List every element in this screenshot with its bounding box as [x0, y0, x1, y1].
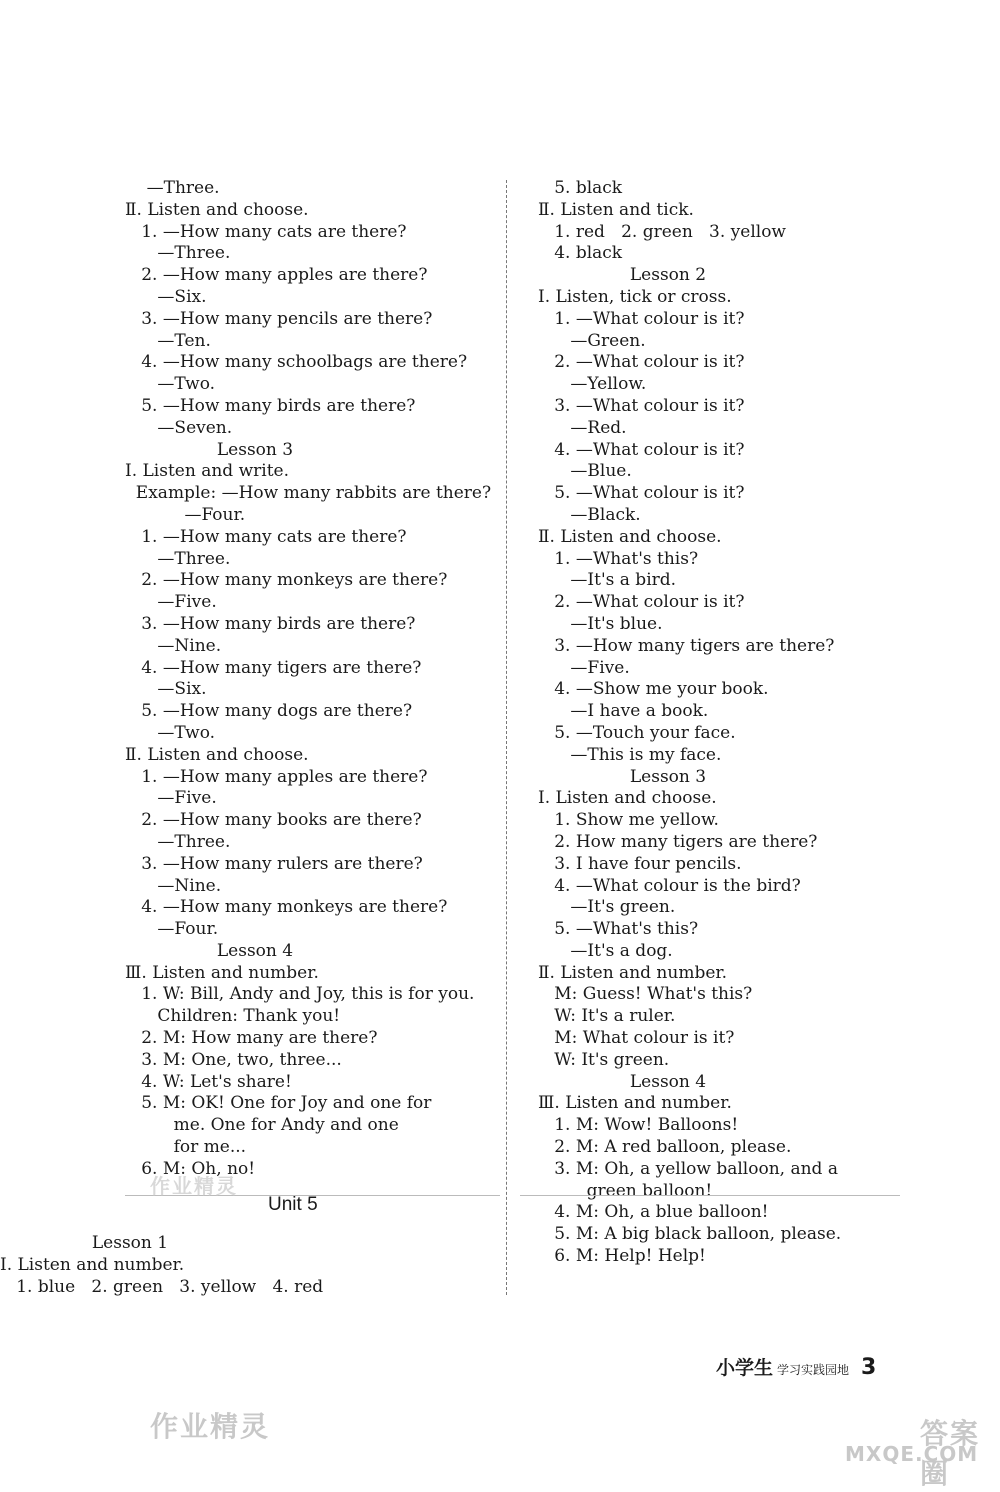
text-line: 5. —How many dogs are there?	[125, 701, 413, 722]
text-line: Lesson 1	[0, 1233, 169, 1253]
text-line: 3. I have four pencils.	[538, 853, 742, 874]
watermark-url: MXQE.COM	[845, 1442, 979, 1466]
text-line: 5. —How many birds are there?	[125, 395, 416, 416]
text-line: Ⅰ. Listen, tick or cross.	[538, 286, 732, 307]
text-line: 5. M: OK! One for Joy and one for	[125, 1093, 432, 1114]
text-line: 1. red 2. green 3. yellow	[538, 221, 786, 242]
text-line: —Four.	[125, 504, 246, 525]
text-line: Ⅲ. Listen and number.	[125, 962, 319, 983]
text-line: —Two.	[125, 374, 216, 395]
text-line: 2. —What colour is it?	[538, 592, 745, 613]
text-line: —It's green.	[538, 897, 676, 918]
text-line: —Four.	[125, 919, 219, 940]
text-line: 3. M: Oh, a yellow balloon, and a	[538, 1158, 838, 1179]
text-line: me. One for Andy and one	[125, 1115, 399, 1136]
text-line: —Three.	[125, 178, 220, 198]
text-line: —It's a bird.	[538, 570, 677, 591]
text-line: 1. —What's this?	[538, 548, 699, 569]
text-line: 3. M: One, two, three...	[125, 1049, 342, 1070]
text-line: 2. —What colour is it?	[538, 352, 745, 373]
text-line: —Blue.	[538, 461, 632, 482]
text-line: —Red.	[538, 417, 627, 438]
text-line: W: It's a ruler.	[538, 1006, 676, 1027]
text-line: Ⅱ. Listen and tick.	[538, 199, 694, 220]
text-line: —It's a dog.	[538, 940, 673, 961]
text-line: 1. —How many apples are there?	[125, 766, 428, 787]
text-line: —Green.	[538, 330, 646, 351]
page-footer	[716, 1353, 876, 1380]
text-line: Lesson 3	[538, 766, 707, 787]
text-line: 3. —How many pencils are there?	[125, 308, 433, 329]
brand-name: 小学生	[716, 1357, 774, 1379]
text-line: 2. —How many monkeys are there?	[125, 570, 448, 591]
text-line: 4. —What colour is it?	[538, 439, 745, 460]
text-line: —Nine.	[125, 875, 222, 896]
text-line: —Nine.	[125, 635, 222, 656]
text-line: —Ten.	[125, 330, 211, 351]
text-line: —It's blue.	[538, 613, 663, 634]
text-line: 2. M: A red balloon, please.	[538, 1137, 792, 1158]
watermark-right: 答案圈	[920, 1417, 981, 1490]
text-line: —Five.	[538, 657, 630, 678]
text-line: 5. —Touch your face.	[538, 722, 736, 743]
text-line: 1. Show me yellow.	[538, 810, 719, 831]
unit-title: Unit 5	[268, 1194, 318, 1215]
text-line: 3. —How many birds are there?	[125, 613, 416, 634]
text-line: —This is my face.	[538, 744, 722, 765]
text-line: 1. —How many cats are there?	[125, 221, 407, 242]
text-line: —Five.	[125, 592, 217, 613]
text-line: 4. —How many tigers are there?	[125, 657, 422, 678]
text-line: Ⅰ. Listen and choose.	[538, 788, 717, 809]
text-line: W: It's green.	[538, 1049, 670, 1070]
text-line: Ⅱ. Listen and number.	[538, 962, 728, 983]
text-line: —Three.	[125, 831, 231, 852]
text-line: Lesson 4	[125, 940, 294, 961]
text-line: Ⅱ. Listen and choose.	[125, 199, 309, 220]
text-line: 5. —What colour is it?	[538, 483, 745, 504]
text-line: green balloon!	[538, 1180, 713, 1201]
text-line: 1. —How many cats are there?	[125, 526, 407, 547]
text-line: 6. M: Help! Help!	[538, 1246, 706, 1267]
text-line: 3. —How many rulers are there?	[125, 853, 423, 874]
text-line: —Five.	[125, 788, 217, 809]
text-line: M: Guess! What's this?	[538, 984, 753, 1005]
text-line: 1. M: Wow! Balloons!	[538, 1115, 739, 1136]
text-line: 4. —How many schoolbags are there?	[125, 352, 468, 373]
text-line: —Seven.	[125, 417, 233, 438]
text-line: 1. blue 2. green 3. yellow 4. red	[0, 1276, 324, 1297]
text-line: Lesson 3	[125, 439, 294, 460]
text-line: 6. M: Oh, no!	[125, 1158, 256, 1179]
page-number: 3	[861, 1355, 877, 1380]
text-line: Example: —How many rabbits are there?	[125, 483, 492, 504]
text-line: 3. —How many tigers are there?	[538, 635, 835, 656]
text-line: —Six.	[125, 286, 207, 307]
text-line: 4. —Show me your book.	[538, 679, 769, 700]
text-line: 5. M: A big black balloon, please.	[538, 1224, 842, 1245]
text-line: —Six.	[125, 679, 207, 700]
text-line: 5. black	[538, 178, 623, 198]
text-line: Ⅲ. Listen and number.	[538, 1093, 732, 1114]
text-line: Lesson 4	[538, 1071, 707, 1092]
column-divider	[506, 180, 507, 1295]
text-line: Ⅰ. Listen and write.	[125, 461, 289, 482]
text-line: —Two.	[125, 722, 216, 743]
text-line: 2. —How many apples are there?	[125, 265, 428, 286]
text-line: 2. —How many books are there?	[125, 810, 422, 831]
right-separator-line	[520, 1195, 900, 1196]
text-line: Lesson 2	[538, 265, 707, 286]
text-line: —Black.	[538, 504, 641, 525]
text-line: —Yellow.	[538, 374, 647, 395]
text-line: 4. —What colour is the bird?	[538, 875, 801, 896]
text-line: 3. —What colour is it?	[538, 395, 745, 416]
text-line: Ⅱ. Listen and choose.	[538, 526, 722, 547]
watermark-left: 作业精灵	[150, 1410, 271, 1443]
text-line: 4. —How many monkeys are there?	[125, 897, 448, 918]
text-line: Ⅰ. Listen and number.	[0, 1254, 185, 1275]
text-line: Children: Thank you!	[125, 1006, 341, 1027]
text-line: —Three.	[125, 548, 231, 569]
text-line: M: What colour is it?	[538, 1028, 735, 1049]
watermark-small: 作业精灵	[150, 1174, 238, 1198]
text-line: —I have a book.	[538, 701, 709, 722]
text-line: Ⅱ. Listen and choose.	[125, 744, 309, 765]
text-line: 5. —What's this?	[538, 919, 699, 940]
text-line: 4. black	[538, 243, 623, 264]
text-line: 4. M: Oh, a blue balloon!	[538, 1202, 769, 1223]
brand-subtitle: 学习实践园地	[777, 1363, 850, 1377]
text-line: 2. M: How many are there?	[125, 1028, 378, 1049]
text-line: 1. W: Bill, Andy and Joy, this is for you.	[125, 984, 475, 1005]
right-column	[538, 178, 918, 1268]
left-bottom-section	[0, 1233, 323, 1298]
text-line: 4. W: Let's share!	[125, 1071, 292, 1092]
text-line: 2. How many tigers are there?	[538, 831, 818, 852]
text-line: 1. —What colour is it?	[538, 308, 745, 329]
text-line: for me...	[125, 1137, 247, 1158]
text-line: —Three.	[125, 243, 231, 264]
left-column	[125, 178, 505, 1181]
